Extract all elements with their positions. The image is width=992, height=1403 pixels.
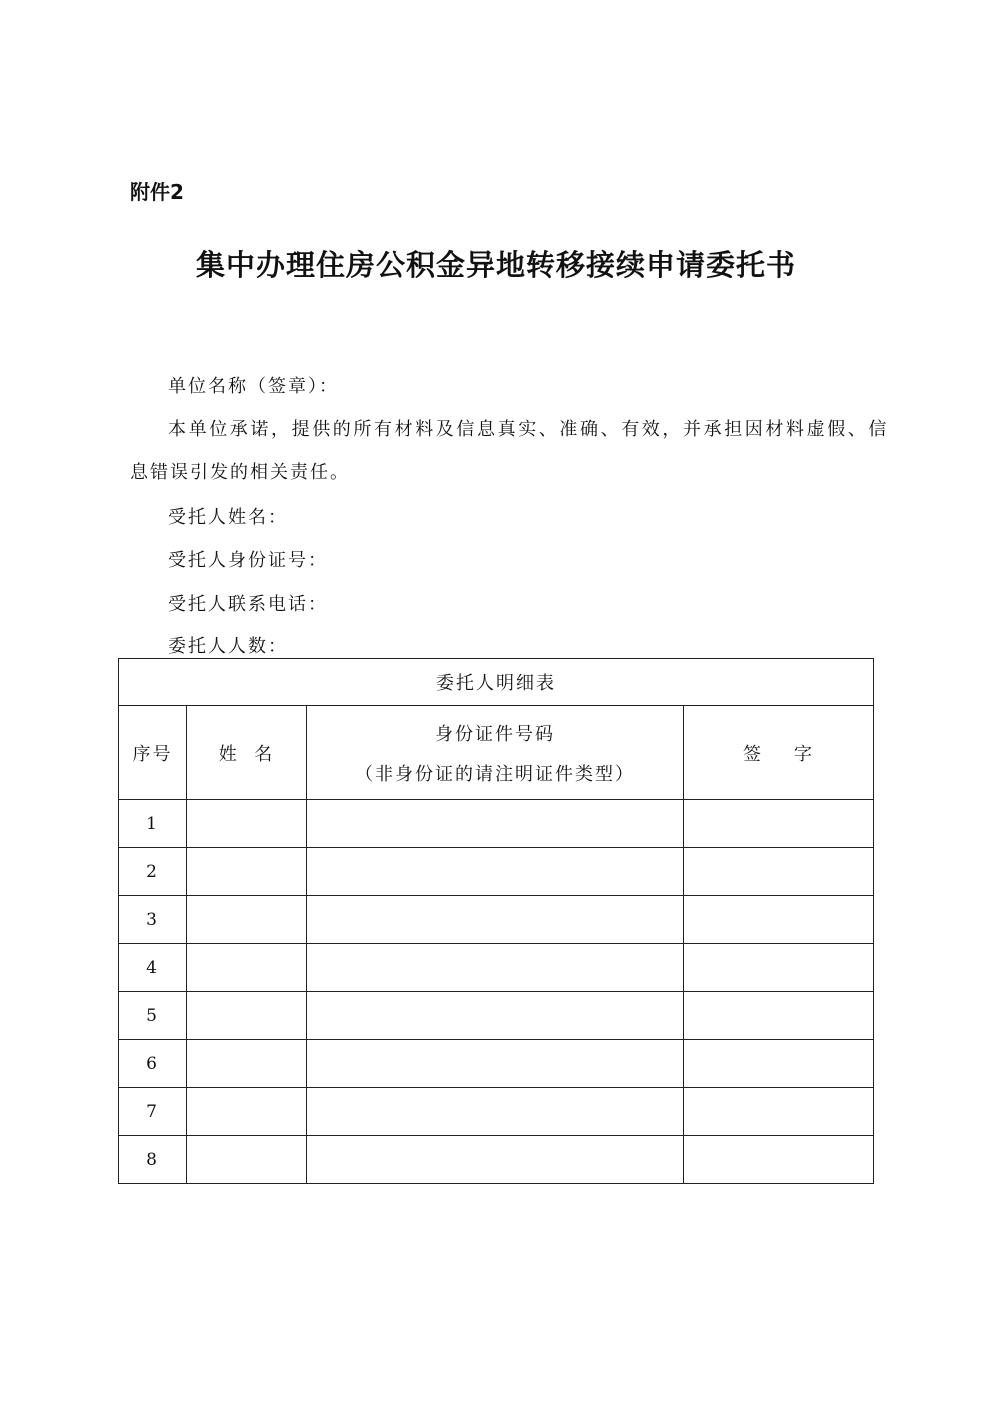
row-name-cell[interactable] xyxy=(187,896,307,944)
promise-text-line-1: 本单位承诺，提供的所有材料及信息真实、准确、有效，并承担因材料虚假、信 xyxy=(168,419,889,440)
table-row xyxy=(119,1136,874,1184)
table-row xyxy=(119,896,874,944)
row-sign-cell[interactable] xyxy=(684,944,874,992)
row-name-cell[interactable] xyxy=(187,992,307,1040)
header-id-line-2: （非身份证的请注明证件类型） xyxy=(355,763,635,785)
row-id-cell[interactable] xyxy=(307,992,684,1040)
row-id-cell[interactable] xyxy=(307,1136,684,1184)
document-title: 集中办理住房公积金异地转移接续申请委托书 xyxy=(195,248,796,282)
row-sign-cell[interactable] xyxy=(684,800,874,848)
row-sign-cell[interactable] xyxy=(684,1040,874,1088)
row-sign-cell[interactable] xyxy=(684,1088,874,1136)
table-caption-row xyxy=(119,659,874,706)
row-seq: 4 xyxy=(119,944,187,992)
row-seq: 6 xyxy=(119,1040,187,1088)
table-row xyxy=(119,848,874,896)
row-name-cell[interactable] xyxy=(187,848,307,896)
header-name xyxy=(187,706,307,800)
table-row xyxy=(119,1088,874,1136)
row-seq: 3 xyxy=(119,896,187,944)
row-name-cell[interactable] xyxy=(187,1136,307,1184)
row-seq: 7 xyxy=(119,1088,187,1136)
row-sign-cell[interactable] xyxy=(684,1136,874,1184)
principal-count-field: 委托人人数： xyxy=(168,636,288,657)
row-seq: 5 xyxy=(119,992,187,1040)
row-sign-cell[interactable] xyxy=(684,896,874,944)
unit-name-field: 单位名称（签章）： xyxy=(168,376,339,397)
row-name-cell[interactable] xyxy=(187,800,307,848)
row-sign-cell[interactable] xyxy=(684,848,874,896)
row-id-cell[interactable] xyxy=(307,1040,684,1088)
row-id-cell[interactable] xyxy=(307,896,684,944)
table-row xyxy=(119,800,874,848)
principal-detail-table xyxy=(118,658,874,1184)
header-sign-label: 签 字 xyxy=(743,743,814,765)
agent-name-field: 受托人姓名： xyxy=(168,507,288,528)
row-seq: 2 xyxy=(119,848,187,896)
promise-text-line-2: 息错误引发的相关责任。 xyxy=(130,462,350,483)
agent-id-field: 受托人身份证号： xyxy=(168,550,328,571)
header-id xyxy=(307,706,684,800)
agent-phone-field: 受托人联系电话： xyxy=(168,594,328,615)
row-id-cell[interactable] xyxy=(307,800,684,848)
table-row xyxy=(119,944,874,992)
row-name-cell[interactable] xyxy=(187,944,307,992)
header-id-line-1: 身份证件号码 xyxy=(435,723,555,745)
row-name-cell[interactable] xyxy=(187,1088,307,1136)
header-name-label: 姓 名 xyxy=(218,743,275,765)
header-sign xyxy=(684,706,874,800)
table-header-row xyxy=(119,706,874,800)
table-caption: 委托人明细表 xyxy=(119,659,874,706)
header-seq: 序号 xyxy=(119,706,187,800)
row-sign-cell[interactable] xyxy=(684,992,874,1040)
row-seq: 1 xyxy=(119,800,187,848)
attachment-label: 附件2 xyxy=(130,180,184,204)
row-id-cell[interactable] xyxy=(307,848,684,896)
row-name-cell[interactable] xyxy=(187,1040,307,1088)
table-row xyxy=(119,992,874,1040)
table-row xyxy=(119,1040,874,1088)
row-seq: 8 xyxy=(119,1136,187,1184)
row-id-cell[interactable] xyxy=(307,1088,684,1136)
row-id-cell[interactable] xyxy=(307,944,684,992)
